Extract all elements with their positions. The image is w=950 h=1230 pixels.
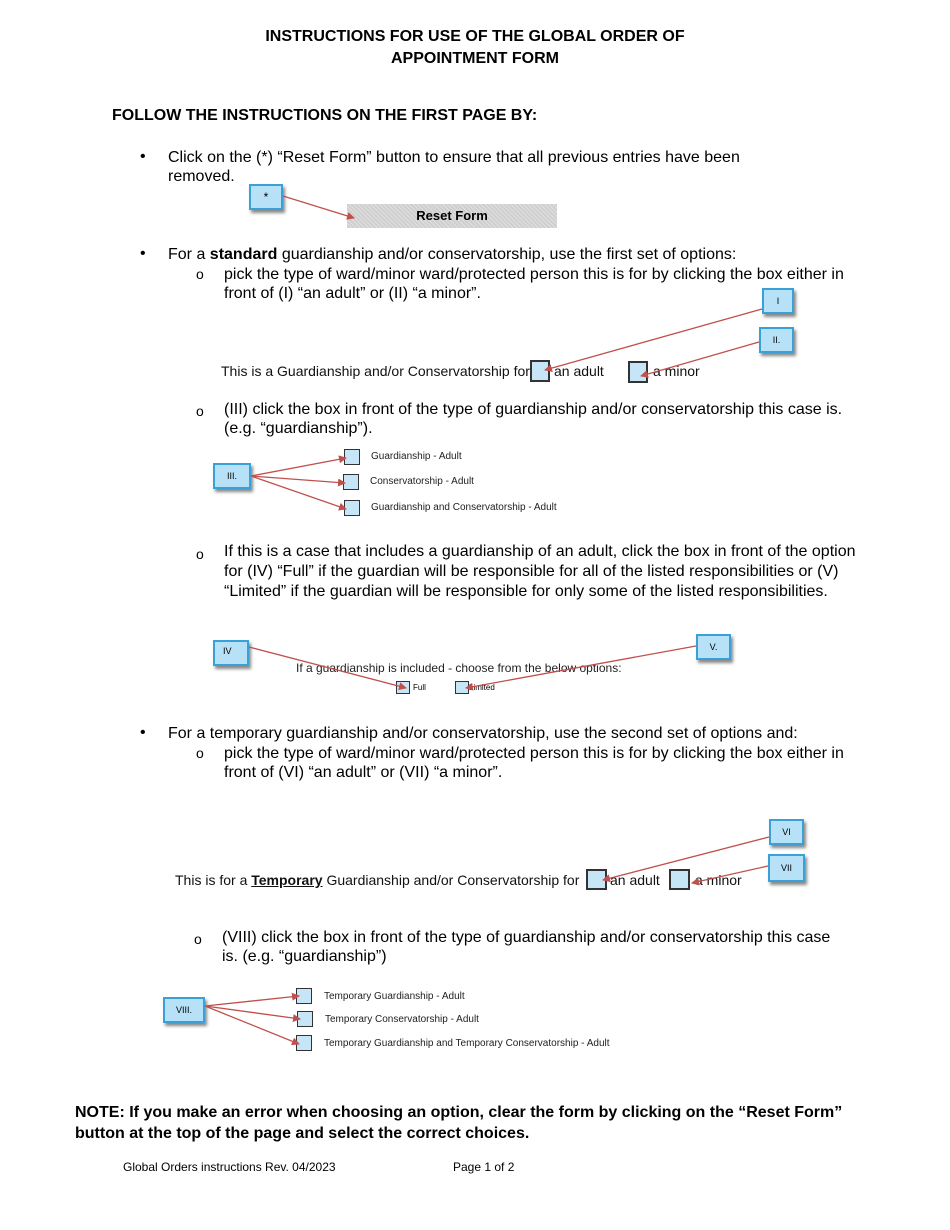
- callout-star: *: [249, 184, 283, 210]
- sub-instruction-type: (III) click the box in front of the type of guardianship and/or conservatorship this case is. (e.g. “guardianship”).: [224, 401, 843, 437]
- callout-vi: VI: [769, 819, 804, 845]
- sub-bullet-marker: o: [196, 403, 204, 419]
- full-label: Full: [413, 683, 426, 692]
- arrow-i-adult: [545, 309, 762, 370]
- standard-for-label: This is a Guardianship and/or Conservatorship for: [221, 363, 530, 379]
- conservatorship-adult-label: Conservatorship - Adult: [370, 476, 474, 487]
- arrow-iii-2: [251, 476, 345, 483]
- sub-bullet-marker: o: [196, 745, 204, 761]
- arrow-viii-2: [205, 1006, 300, 1019]
- reset-form-button[interactable]: Reset Form: [347, 204, 557, 228]
- arrow-iii-3: [251, 476, 346, 509]
- callout-viii: VIII.: [163, 997, 205, 1023]
- error-note: NOTE: If you make an error when choosing an option, clear the form by clicking on the “Reset Form” button at the top of the page and select the correct choices.: [75, 1104, 843, 1142]
- bullet-dot: •: [140, 245, 146, 262]
- callout-v: V.: [696, 634, 731, 660]
- temp-minor-label: a minor: [695, 872, 742, 888]
- page-title-line2: APPOINTMENT FORM: [391, 50, 559, 67]
- temp-adult-label: an adult: [610, 872, 660, 888]
- bullet-dot: •: [140, 148, 146, 165]
- callout-iii: III.: [213, 463, 251, 489]
- guardianship-choose-label: If a guardianship is included - choose from the below options:: [296, 661, 622, 675]
- sub-bullet-marker: o: [196, 266, 204, 282]
- sub-bullet-marker: o: [196, 546, 204, 562]
- minor-label: a minor: [653, 363, 700, 379]
- temp-guardianship-adult-label: Temporary Guardianship - Adult: [324, 991, 465, 1002]
- sub-instruction-temp-type: (VIII) click the box in front of the type of guardianship and/or conservatorship this case is. (e.g. “guardianship”): [222, 929, 831, 965]
- temp-guardianship-conservatorship-adult-label: Temporary Guardianship and Temporary Conservatorship - Adult: [324, 1038, 610, 1049]
- callout-i: I: [762, 288, 794, 314]
- bullet-temporary: For a temporary guardianship and/or conservatorship, use the second set of options and:: [168, 725, 798, 742]
- footer-revision: Global Orders instructions Rev. 04/2023: [123, 1160, 336, 1174]
- sub-instruction-full-limited: If this is a case that includes a guardianship of an adult, click the box in front of the option for (IV) “Full” if the guardian will be responsible for all of the listed responsibilities or (V) “Limited” if the guardian will be responsible for only some of the listed responsibilities.: [224, 543, 856, 600]
- sub-instruction-temp-ward-type: pick the type of ward/minor ward/protected person this is for by clicking the box either in front of (VI) “an adult” or (VII) “a minor”.: [224, 745, 844, 781]
- bullet-standard: For a standard guardianship and/or conservatorship, use the first set of options:: [168, 246, 737, 263]
- arrow-star-reset: [283, 196, 354, 218]
- adult-label: an adult: [554, 363, 604, 379]
- arrow-viii-1: [205, 996, 299, 1006]
- arrow-iv-full: [249, 647, 406, 688]
- bullet-reset-instruction: Click on the (*) “Reset Form” button to ensure that all previous entries have been removed.: [168, 149, 740, 185]
- arrow-viii-3: [205, 1006, 299, 1044]
- sub-bullet-marker: o: [194, 931, 202, 947]
- guardianship-adult-label: Guardianship - Adult: [371, 451, 462, 462]
- sub-instruction-ward-type: pick the type of ward/minor ward/protected person this is for by clicking the box either in front of (I) “an adult” or (II) “a minor”.: [224, 266, 844, 302]
- arrow-v-limited: [466, 646, 696, 688]
- arrow-vii-minor: [692, 866, 768, 883]
- page-title: INSTRUCTIONS FOR USE OF THE GLOBAL ORDER OF: [265, 28, 685, 45]
- callout-ii: II.: [759, 327, 794, 353]
- arrow-vi-adult: [603, 837, 769, 880]
- temp-conservatorship-adult-label: Temporary Conservatorship - Adult: [325, 1014, 479, 1025]
- arrow-ii-minor: [641, 342, 759, 376]
- arrow-iii-1: [251, 458, 346, 476]
- callout-iv: IV: [213, 640, 249, 666]
- guardianship-conservatorship-adult-label: Guardianship and Conservatorship - Adult: [371, 502, 557, 513]
- section-heading: FOLLOW THE INSTRUCTIONS ON THE FIRST PAGE BY:: [112, 107, 538, 124]
- bullet-dot: •: [140, 724, 146, 741]
- temporary-for-label: This is for a Temporary Guardianship and/or Conservatorship for: [175, 872, 580, 888]
- limited-label: Limited: [469, 683, 495, 692]
- callout-vii: VII: [768, 854, 805, 882]
- footer-page-number: Page 1 of 2: [453, 1160, 515, 1174]
